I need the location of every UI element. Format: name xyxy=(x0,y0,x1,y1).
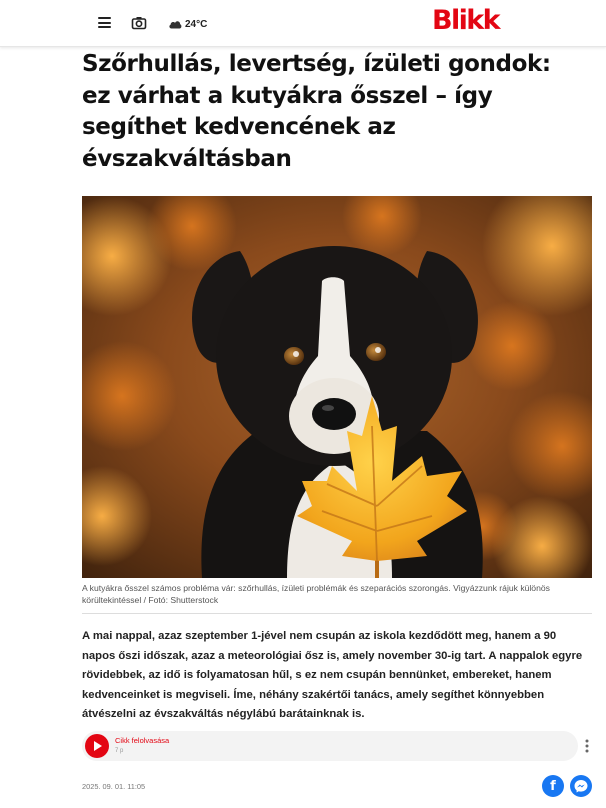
cloud-icon xyxy=(168,19,182,29)
more-vertical-icon[interactable] xyxy=(583,739,591,753)
audio-duration: 7 p xyxy=(115,748,124,754)
camera-icon[interactable] xyxy=(131,15,147,31)
dog-with-autumn-leaf-photo xyxy=(82,196,592,578)
temperature: 24°C xyxy=(185,18,208,30)
play-icon[interactable] xyxy=(85,734,109,758)
image-caption: A kutyákra ősszel számos probléma vár: szőrhullás, ízületi problémák és szeparációs szorongás. Vigyázzunk rájuk különös körültekintéssel / Fotó: Shutterstock xyxy=(82,583,550,605)
weather-widget[interactable] xyxy=(168,16,207,32)
article-hero-image xyxy=(82,196,592,578)
article-lead: A mai nappal, azaz szeptember 1-jével nem csupán az iskola kezdődött meg, hanem a 90 napos őszi időszak, azaz a meteorológiai ősz is, amely november 30-ig tart. A nappalok egyre rövidebbek, az idő is folyamatosan hűl, s ez nem csupán bennünket, embereket, hanem kedvenceinket is megviseli. Íme, néhány szakértői tanács, amely segíthet könnyebben átvészelni az évszakváltás négylábú barátainknak is. xyxy=(82,630,583,720)
article-headline: Szőrhullás, levertség, ízületi gondok: ez várhat a kutyákra ősszel – így segíthet kedvencének az évszakváltásban xyxy=(82,51,551,172)
menu-icon[interactable] xyxy=(98,17,111,28)
audio-title: Cikk felolvasása xyxy=(115,736,170,745)
top-bar xyxy=(0,0,606,47)
caption-divider xyxy=(82,613,592,614)
facebook-icon[interactable]: f xyxy=(542,775,564,797)
messenger-icon[interactable] xyxy=(570,775,592,797)
audio-player[interactable] xyxy=(82,731,578,761)
publish-date: 2025. 09. 01. 11:05 xyxy=(82,782,146,791)
blikk-logo[interactable]: Blikk xyxy=(432,5,500,36)
